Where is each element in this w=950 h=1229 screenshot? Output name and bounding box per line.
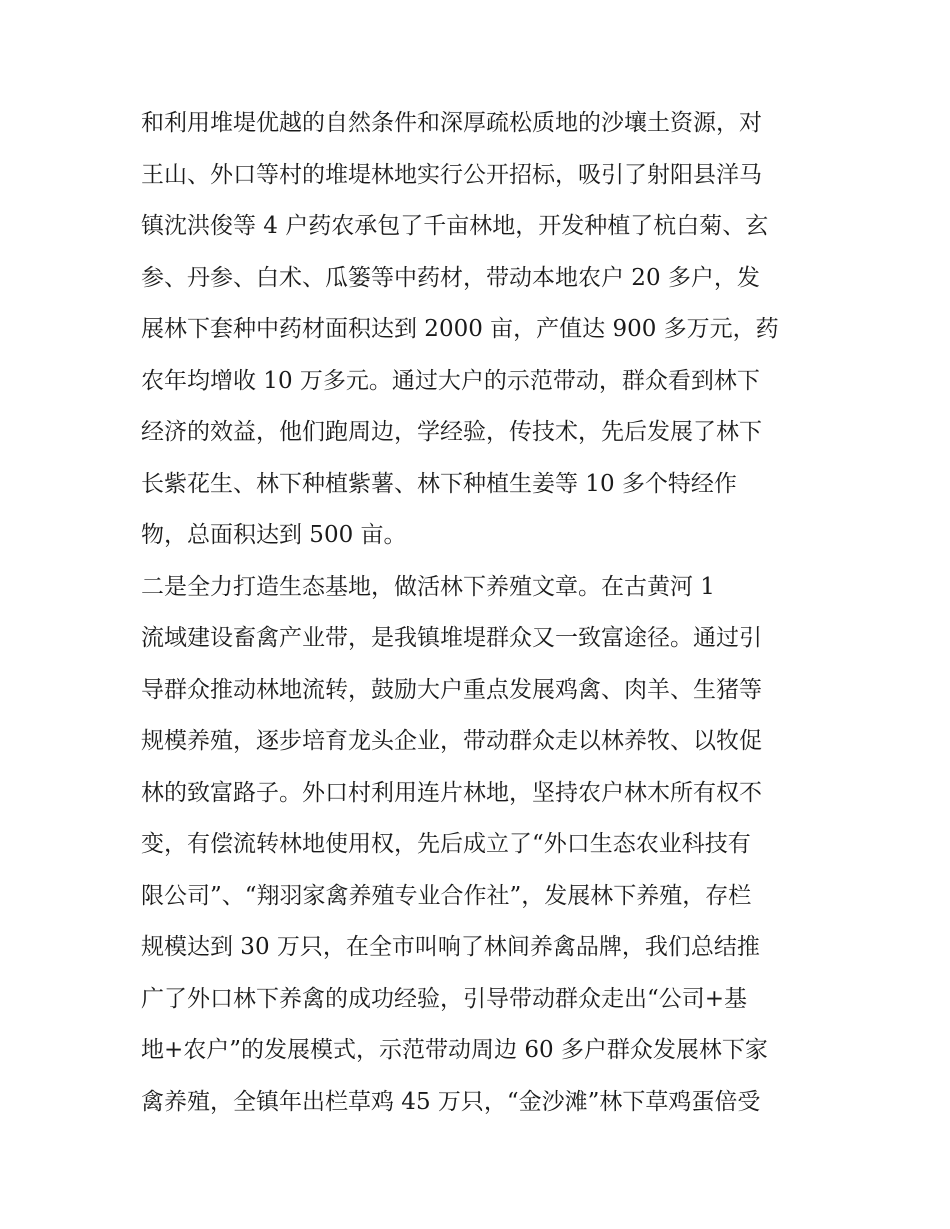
text-line: 王山、外口等村的堆堤林地实行公开招标，吸引了射阳县洋马	[141, 161, 762, 188]
text-line: 地+农户”的发展模式，示范带动周边 60 多户群众发展林下家	[141, 1037, 768, 1063]
text-line: 变，有偿流转林地使用权，先后成立了“外口生态农业科技有	[141, 831, 751, 857]
text-line: 农年均增收 10 万多元。通过大户的示范带动，群众看到林下	[141, 367, 760, 394]
text-line: 导群众推动林地流转，鼓励大户重点发展鸡禽、肉羊、生猪等	[141, 676, 762, 703]
text-line: 流域建设畜禽产业带，是我镇堆堤群众又一致富途径。通过引	[141, 625, 762, 651]
text-line: 广了外口林下养禽的成功经验，引导带动群众走出“公司+基	[141, 985, 748, 1012]
text-line: 长紫花生、林下种植紫薯、林下种植生姜等 10 多个特经作	[141, 470, 737, 497]
text-line: 镇沈洪俊等 4 户药农承包了千亩林地，开发种植了杭白菊、玄	[141, 213, 769, 239]
text-line: 二是全力打造生态基地，做活林下养殖文章。在古黄河 1	[141, 573, 715, 600]
text-line: 物，总面积达到 500 亩。	[141, 522, 407, 548]
text-line: 和利用堆堤优越的自然条件和深厚疏松质地的沙壤土资源，对	[141, 110, 762, 136]
text-line: 参、丹参、白术、瓜篓等中药材，带动本地农户 20 多户，发	[141, 264, 760, 291]
text-line: 经济的效益，他们跑周边，学经验，传技术，先后发展了林下	[141, 419, 762, 445]
body-text	[141, 98, 821, 1128]
text-line: 规模达到 30 万只，在全市叫响了林间养禽品牌，我们总结推	[141, 934, 760, 960]
text-line: 规模养殖，逐步培育龙头企业，带动群众走以林养牧、以牧促	[141, 728, 762, 754]
text-line: 限公司”、“翔羽家禽养殖专业合作社”，发展林下养殖，存栏	[141, 882, 752, 909]
text-line: 林的致富路子。外口村利用连片林地，坚持农户林木所有权不	[141, 779, 762, 806]
text-line: 禽养殖，全镇年出栏草鸡 45 万只，“金沙滩”林下草鸡蛋倍受	[141, 1088, 761, 1115]
text-line: 展林下套种中药材面积达到 2000 亩，产值达 900 多万元，药	[141, 316, 779, 342]
